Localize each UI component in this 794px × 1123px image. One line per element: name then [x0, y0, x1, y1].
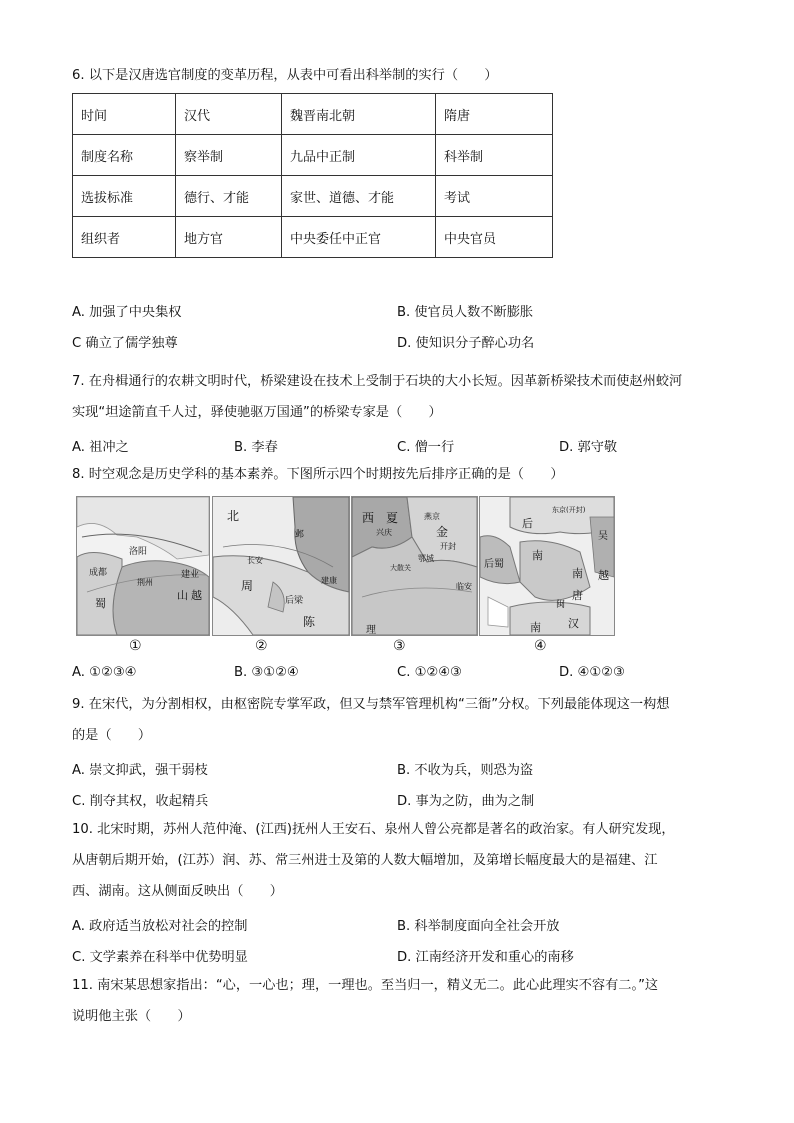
- map-label: 南: [572, 567, 583, 580]
- q9-stem-line1: 9. 在宋代，为分割相权，由枢密院专掌军政，但又与禁军管理机构“三衙”分权。下列最能体现这一构想: [72, 697, 670, 712]
- map-label: 越: [598, 569, 609, 582]
- map-label: 越: [191, 589, 202, 602]
- table-cell: 地方官: [176, 217, 282, 258]
- map-label: 金: [436, 525, 449, 539]
- map-label: 邺: [295, 530, 305, 540]
- table-cell: 魏晋南北朝: [282, 94, 436, 135]
- q9-option-c[interactable]: C. 削夺其权，收起精兵: [72, 794, 209, 809]
- map-label: 周: [241, 579, 254, 593]
- q6-option-c[interactable]: C 确立了儒学独尊: [72, 336, 178, 351]
- table-cell: 科举制: [436, 135, 553, 176]
- table-cell: 选拔标准: [73, 176, 176, 217]
- q10-option-d[interactable]: D. 江南经济开发和重心的南移: [397, 950, 574, 965]
- map-label: 荆州: [137, 578, 153, 587]
- map-label: 唐: [572, 589, 583, 602]
- q6-option-d[interactable]: D. 使知识分子醉心功名: [397, 336, 535, 351]
- q7-stem-line1: 7. 在舟楫通行的农耕文明时代，桥梁建设在技术上受制于石块的大小长短。因革新桥梁技术而使赵州蛟河: [72, 374, 683, 389]
- map-label: 成都: [89, 568, 108, 578]
- table-cell: 家世、道德、才能: [282, 176, 436, 217]
- q10-stem-line3: 西、湖南。这从侧面反映出（ ）: [72, 884, 283, 899]
- table-cell: 九品中正制: [282, 135, 436, 176]
- map-label: 开封: [440, 542, 456, 551]
- q6-option-a[interactable]: A. 加强了中央集权: [72, 305, 182, 320]
- q6-stem: 6. 以下是汉唐选官制度的变革历程，从表中可看出科举制的实行（ ）: [72, 68, 498, 83]
- map-label: 燕京: [424, 512, 440, 521]
- table-row: [73, 176, 553, 217]
- q8-option-a[interactable]: A. ①②③④: [72, 665, 137, 680]
- selection-system-table: [72, 93, 553, 258]
- map-northern-southern: [212, 496, 350, 636]
- map-label: 汉: [568, 617, 579, 630]
- map-label: 闽: [556, 600, 566, 610]
- q10-option-c[interactable]: C. 文学素养在科举中优势明显: [72, 950, 248, 965]
- q10-option-b[interactable]: B. 科举制度面向全社会开放: [397, 919, 560, 934]
- table-cell: 组织者: [73, 217, 176, 258]
- q8-option-b[interactable]: B. ③①②④: [234, 665, 299, 680]
- map-label: 鄂城: [418, 554, 434, 563]
- q9-option-b[interactable]: B. 不收为兵，则恐为盗: [397, 763, 534, 778]
- map-number-2: ②: [255, 638, 268, 654]
- table-row: [73, 94, 553, 135]
- q8-option-d[interactable]: D. ④①②③: [559, 665, 625, 680]
- map-number-3: ③: [393, 638, 406, 654]
- map-label: 后蜀: [484, 559, 504, 570]
- map-label: 夏: [386, 511, 399, 525]
- map-label: 山: [177, 589, 188, 602]
- map-label: 后: [522, 517, 533, 530]
- map-label: 陈: [303, 615, 316, 629]
- q9-option-d[interactable]: D. 事为之防，曲为之制: [397, 794, 535, 809]
- q10-stem-line1: 10. 北宋时期，苏州人范仲淹、(江西)抚州人王安石、泉州人曾公亮都是著名的政治家。有人研究发现，: [72, 822, 675, 837]
- q7-option-a[interactable]: A. 祖冲之: [72, 440, 129, 455]
- map-label: 南: [530, 621, 541, 634]
- q6-option-b[interactable]: B. 使官员人数不断膨胀: [397, 305, 534, 320]
- q10-stem-line2: 从唐朝后期开始，(江苏）润、苏、常三州进士及第的人数大幅增加，及第增长幅度最大的是福建、江: [72, 853, 658, 868]
- table-cell: 中央委任中正官: [282, 217, 436, 258]
- map-label: 蜀: [95, 597, 106, 610]
- map-song-jin-xia: [351, 496, 478, 636]
- map-label: 建康: [321, 576, 337, 585]
- q7-option-c[interactable]: C. 僧一行: [397, 440, 455, 455]
- table-cell: 汉代: [176, 94, 282, 135]
- map-label: 南: [532, 549, 543, 562]
- table-cell: 时间: [73, 94, 176, 135]
- map-label: 后梁: [285, 596, 304, 606]
- map-number-1: ①: [129, 638, 142, 654]
- q11-stem-line1: 11. 南宋某思想家指出：“心，一心也；理，一理也。至当归一，精义无二。此心此理实不容有二。”这: [72, 978, 659, 993]
- q11-stem-line2: 说明他主张（ ）: [72, 1009, 191, 1024]
- table-row: [73, 135, 553, 176]
- map-label: 理: [366, 625, 376, 636]
- table-cell: 中央官员: [436, 217, 553, 258]
- map-label: 大散关: [390, 564, 411, 572]
- table-cell: 德行、才能: [176, 176, 282, 217]
- table-row: [73, 217, 553, 258]
- table-cell: 隋唐: [436, 94, 553, 135]
- map-label: 洛阳: [129, 547, 148, 557]
- map-label: 建业: [181, 570, 200, 580]
- map-three-kingdoms: [76, 496, 210, 636]
- map-label: 临安: [456, 582, 472, 591]
- map-label: 长安: [247, 556, 263, 565]
- q10-option-a[interactable]: A. 政府适当放松对社会的控制: [72, 919, 248, 934]
- map-label: 吴: [598, 531, 608, 542]
- table-cell: 制度名称: [73, 135, 176, 176]
- q8-stem: 8. 时空观念是历史学科的基本素养。下图所示四个时期按先后排序正确的是（ ）: [72, 467, 564, 482]
- table-cell: 考试: [436, 176, 553, 217]
- map-number-4: ④: [534, 638, 547, 654]
- map-label: 北: [227, 509, 240, 523]
- map-label: 东京(开封): [552, 506, 586, 514]
- q9-option-a[interactable]: A. 崇文抑武，强干弱枝: [72, 763, 208, 778]
- table-cell: 察举制: [176, 135, 282, 176]
- q7-option-b[interactable]: B. 李春: [234, 440, 278, 455]
- map-label: 西: [362, 511, 375, 525]
- q7-option-d[interactable]: D. 郭守敬: [559, 440, 618, 455]
- map-label: 兴庆: [376, 528, 392, 537]
- map-five-dynasties: [479, 496, 615, 636]
- q9-stem-line2: 的是（ ）: [72, 728, 152, 743]
- q7-stem-line2: 实现“坦途箭直千人过，驿使驰驱万国通”的桥梁专家是（ ）: [72, 405, 442, 420]
- q8-option-c[interactable]: C. ①②④③: [397, 665, 462, 680]
